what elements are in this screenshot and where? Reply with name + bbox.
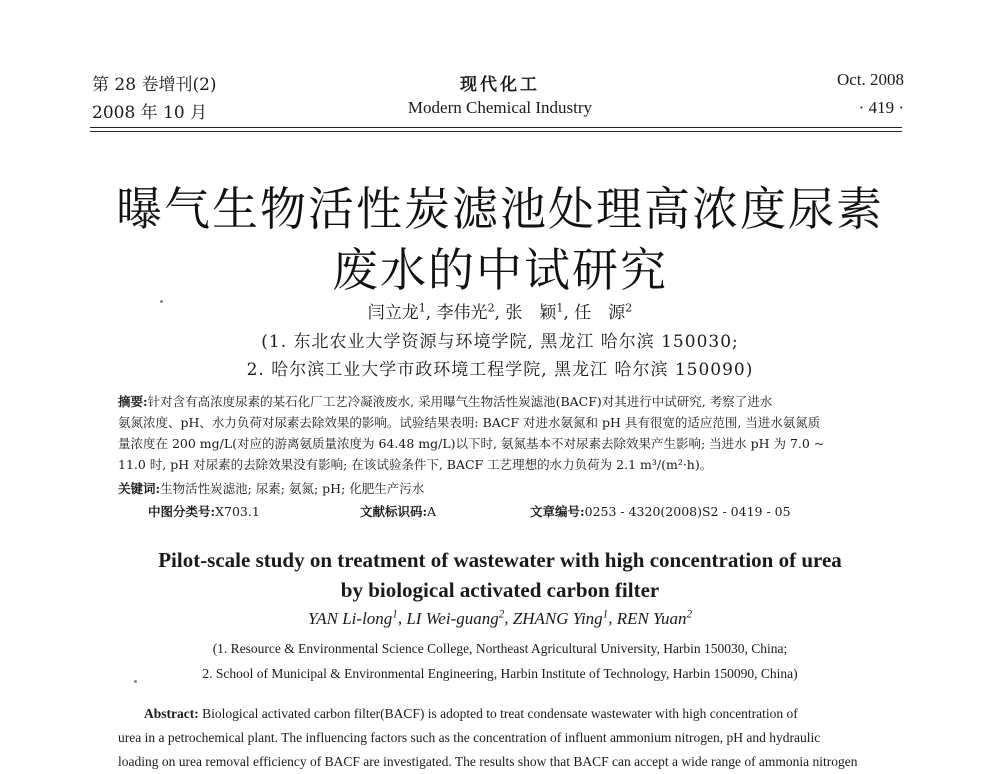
authors-cn: 闫立龙$^1$, 李伟光$^2$, 张 颖$^1$, 任 源$^2$ bbox=[367, 301, 633, 323]
title-cn-line1: 曝气生物活性炭滤池处理高浓度尿素 bbox=[116, 182, 884, 236]
abstract-en-line: loading on urea removal efficiency of BACF are investigated. The results show that BACF can accept a wide range of ammonia nitrogen bbox=[118, 754, 858, 769]
abstract-cn-line: 量浓度在 200 mg/L(对应的游离氨质量浓度为 64.48 mg/L)以下时, 氨氮基本不对尿素去除效果产生影响; 当进水 pH 为 7.0 ~ bbox=[118, 436, 825, 451]
abstract-cn-line: 氨氮浓度、pH、水力负荷对尿素去除效果的影响。试验结果表明: BACF 对进水氨氮和 pH 具有很宽的适应范围, 当进水氨氮质 bbox=[118, 415, 821, 430]
doc-code: 文献标识码:A bbox=[360, 504, 437, 519]
affiliation-en-2: 2. School of Municipal & Environmental Engineering, Harbin Institute of Technology, Harbin 150090, China) bbox=[202, 666, 798, 681]
authors-en: YAN Li-long$^1$, LI Wei-guang$^2$, ZHANG Ying$^1$, REN Yuan$^2$ bbox=[307, 608, 692, 628]
abstract-en-line: urea in a petrochemical plant. The influencing factors such as the concentration of influent ammonium nitrogen, pH and hydraulic bbox=[118, 730, 821, 745]
title-cn-line2: 废水的中试研究 bbox=[332, 243, 668, 297]
journal-name-en: Modern Chemical Industry bbox=[407, 98, 593, 117]
journal-date-cn: 2008 年 10 月 bbox=[92, 103, 208, 123]
page-number: · 419 · bbox=[858, 98, 904, 117]
author-cn: 李伟光$^2$ bbox=[436, 301, 495, 323]
journal-issue: 第 28 卷增刊(2) bbox=[92, 75, 217, 95]
author-en: YAN Li-long$^1$ bbox=[307, 608, 398, 628]
abstract-en bbox=[118, 702, 886, 774]
journal-date-en: Oct. 2008 bbox=[836, 70, 904, 89]
author-en: LI Wei-guang$^2$ bbox=[406, 608, 505, 628]
journal-name-cn: 现代化工 bbox=[460, 75, 540, 95]
clc-number: 中图分类号:X703.1 bbox=[148, 504, 260, 519]
author-en: ZHANG Ying$^1$ bbox=[512, 608, 609, 628]
abstract-cn-label: 摘要: bbox=[118, 394, 148, 409]
author-cn: 张 颖$^1$ bbox=[505, 301, 564, 323]
header-rule-top bbox=[90, 127, 902, 128]
author-cn: 任 源$^2$ bbox=[574, 301, 633, 323]
author-cn: 闫立龙$^1$ bbox=[367, 301, 426, 323]
article-number: 文章编号:0253 - 4320(2008)S2 - 0419 - 05 bbox=[530, 504, 791, 519]
abstract-en-line: Abstract: Biological activated carbon filter(BACF) is adopted to treat condensate wastewater with high concentration of bbox=[144, 706, 798, 721]
affiliation-cn-2: 2. 哈尔滨工业大学市政环境工程学院, 黑龙江 哈尔滨 150090) bbox=[246, 360, 754, 380]
abstract-en-label: Abstract: bbox=[144, 706, 199, 721]
title-en-line1: Pilot-scale study on treatment of wastewater with high concentration of urea bbox=[158, 548, 842, 572]
abstract-cn-line: 11.0 时, pH 对尿素的去除效果没有影响; 在该试验条件下, BACF 工艺理想的水力负荷为 2.1 m³/(m²·h)。 bbox=[118, 457, 713, 472]
header-rule-bottom bbox=[90, 131, 902, 132]
keywords-label: 关键词: bbox=[118, 481, 161, 496]
abstract-cn-line: 摘要:针对含有高浓度尿素的某石化厂工艺冷凝液废水, 采用曝气生物活性炭滤池(BACF)对其进行中试研究, 考察了进水 bbox=[118, 394, 773, 409]
keywords-cn bbox=[118, 478, 886, 499]
affiliation-cn-1: (1. 东北农业大学资源与环境学院, 黑龙江 哈尔滨 150030; bbox=[261, 332, 739, 352]
title-en-line2: by biological activated carbon filter bbox=[340, 578, 660, 602]
affiliation-en-1: (1. Resource & Environmental Science College, Northeast Agricultural University, Harbin 150030, China; bbox=[212, 641, 788, 656]
abstract-cn bbox=[118, 391, 886, 475]
author-en: REN Yuan$^2$ bbox=[616, 608, 692, 628]
keywords-text: 生物活性炭滤池; 尿素; 氨氮; pH; 化肥生产污水 bbox=[160, 481, 425, 496]
